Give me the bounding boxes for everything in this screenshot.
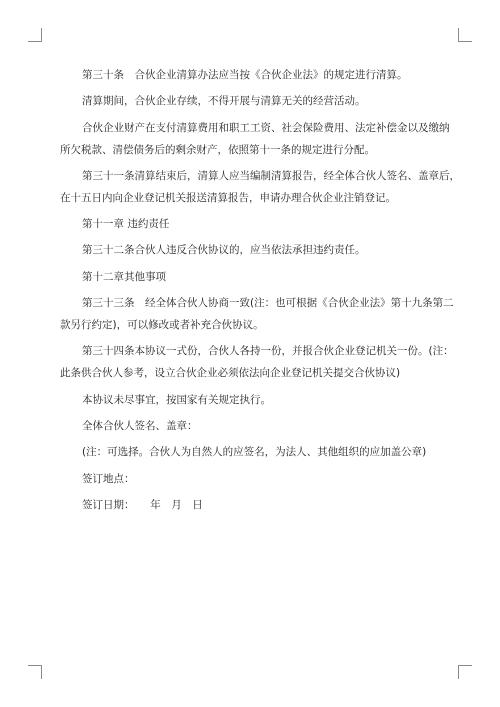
paragraph-line: 第三十一条清算结束后，清算人应当编制清算报告，经全体合伙人签名、盖章后， [82,169,460,182]
paragraph-article-32 [60,239,460,261]
paragraph-article-34 [60,340,460,384]
signature-note [60,441,460,463]
paragraph-line: 全体合伙人签名、盖章： [82,419,198,432]
paragraph-other-matters [60,389,460,411]
signing-place-label [60,468,460,490]
paragraph-article-31 [60,165,460,209]
paragraph-article-30 [60,64,460,86]
paragraph-line: 第三十条 合伙企业清算办法应当按《合伙企业法》的规定进行清算。 [82,69,408,81]
paragraph-line: 本协议未尽事宜，按国家有关规定执行。 [82,393,271,406]
paragraph-line: 清算期间，合伙企业存续，不得开展与清算无关的经营活动。 [82,95,366,108]
chapter-heading: 第十一章 违约责任 [82,218,170,231]
chapter-11-heading [60,213,460,235]
signing-date-label [60,494,460,516]
paragraph-line: 签订日期： 年 月 日 [82,498,203,511]
paragraph-remaining-assets [60,117,460,161]
paragraph-liquidation-period [60,90,460,112]
signature-label [60,415,460,437]
paragraph-line: (注：可选择。合伙人为自然人的应签名，为法人、其他组织的应加盖公章) [82,446,427,459]
document-body [60,64,460,520]
paragraph-line: 第三十四条本协议一式份，合伙人各持一份，并报合伙企业登记机关一份。(注： [82,345,454,358]
paragraph-line: 款另行约定)，可以修改或者补充合伙协议。 [60,319,264,332]
paragraph-line: 第三十三条 经全体合伙人协商一致(注：也可根据《合伙企业法》第十九条第二 [82,297,454,310]
crop-mark-top-right [458,28,472,42]
crop-mark-top-left [28,28,42,42]
paragraph-line: 签订地点： [82,472,135,485]
chapter-heading: 第十二章其他事项 [82,270,166,283]
paragraph-line: 在十五日内向企业登记机关报送清算报告，申请办理合伙企业注销登记。 [60,191,396,204]
paragraph-article-33 [60,292,460,336]
crop-mark-bottom-right [458,665,472,679]
chapter-12-heading [60,266,460,288]
paragraph-line: 第三十二条合伙人违反合伙协议的，应当依法承担违约责任。 [82,244,366,257]
crop-mark-bottom-left [28,665,42,679]
paragraph-line: 所欠税款、清偿债务后的剩余财产，依照第十一条的规定进行分配。 [60,143,375,156]
paragraph-line: 此条供合伙人参考，设立合伙企业必须依法向企业登记机关提交合伙协议) [60,367,401,380]
paragraph-line: 合伙企业财产在支付清算费用和职工工资、社会保险费用、法定补偿金以及缴纳 [82,121,450,134]
